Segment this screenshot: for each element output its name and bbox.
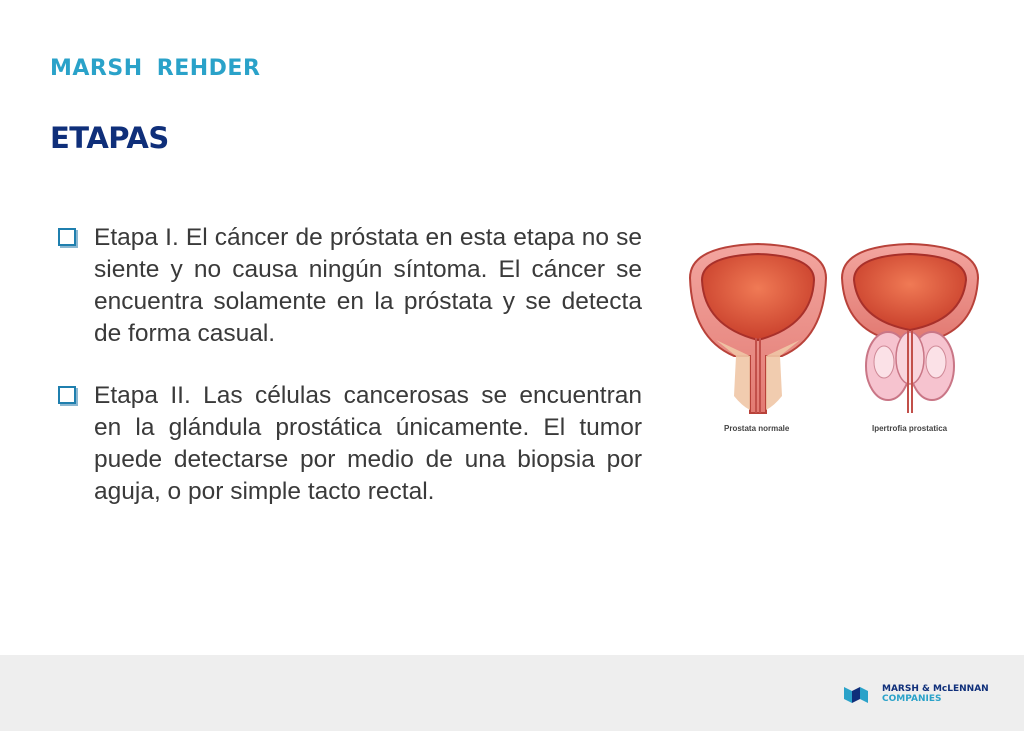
brand-name: MARSH REHDER [50,56,261,81]
prostate-comparison-image [686,238,982,418]
checkbox-bullet-icon [58,228,76,246]
prostate-illustration [686,238,982,438]
slide-title: ETAPAS [50,121,169,155]
checkbox-bullet-icon [58,386,76,404]
logo-line-1: MARSH & McLENNAN [882,684,989,694]
hypertrophic-prostate-icon [842,244,978,413]
figure-caption-hypertrophy: Ipertrofia prostatica [872,424,948,433]
bullet-text: Etapa I. El cáncer de próstata en esta etapa no se siente y no causa ningún síntoma. El cáncer se encuentra solamente en la próstata y se detecta de forma casual. [94,224,642,347]
logo-line-2: COMPANIES [882,694,942,704]
marsh-mclennan-logo-icon [844,685,868,705]
list-item [58,380,642,508]
bullet-list [58,222,642,538]
figure-caption-normal: Prostata normale [724,424,790,433]
footer-bar [0,655,1024,731]
normal-prostate-icon [690,244,826,413]
footer-logo-text [882,684,989,704]
bullet-text: Etapa II. Las células cancerosas se encuentran en la glándula prostática únicamente. El tumor puede detectarse por medio de una biopsia por aguja, o por simple tacto rectal. [94,382,642,505]
list-item [58,222,642,350]
